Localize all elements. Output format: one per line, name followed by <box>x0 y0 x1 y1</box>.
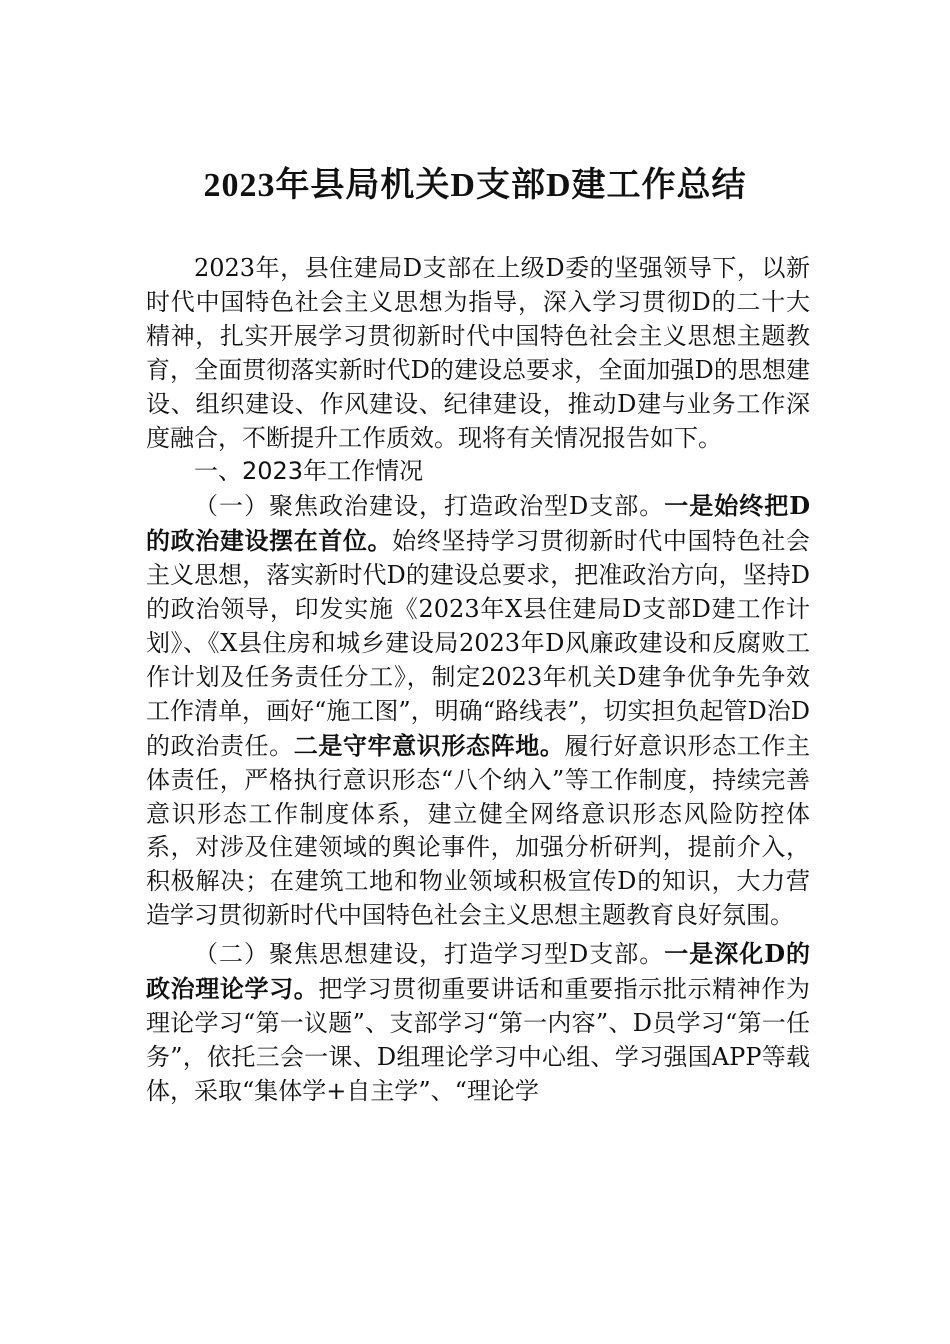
document-title: 2023年县局机关D支部D建工作总结 <box>203 167 747 204</box>
intro-paragraph: 2023年，县住建局D支部在上级D委的坚强领导下，以新时代中国特色社会主义思想为指导，深入学习贯彻D的二十大精神，扎实开展学习贯彻新时代中国特色社会主义思想主题教育，全面贯彻落实新时代D的建设总要求，全面加强D的思想建设、组织建设、作风建设、纪律建设，推动D建与业务工作深度融合，不断提升工作质效。现将有关情况报告如下。 <box>146 254 810 452</box>
bold-point-two: 二是守牢意识形态阵地。 <box>293 730 565 760</box>
bold-point-one: 一是深化D的政治理论学习。 <box>146 939 811 1004</box>
paragraph-lead: （二）聚焦思想建设，打造学习型D支部。 <box>194 940 665 969</box>
paragraph-text: 履行好意识形态工作主体责任，严格执行意识形态“八个纳入”等工作制度，持续完善意识形态工作制度体系，建立健全网络意识形态风险防控体系，对涉及住建领域的舆论事件，加强分析研判，提前介入，积极解决；在建筑工地和物业领域积极宣传D的知识，大力营造学习贯彻新时代中国特色社会主义思想主题教育良好氛围。 <box>146 731 811 930</box>
paragraph-text: 把学习贯彻重要讲话和重要指示批示精神作为理论学习“第一议题”、支部学习“第一内容”、D员学习“第一任务”，依托三会一课、D组理论学习中心组、学习强国APP等载体，采取“集体学+自主学”、“理论学 <box>146 975 811 1105</box>
paragraph-political-building <box>146 489 810 933</box>
paragraph-lead: （一）聚焦政治建设，打造政治型D支部。 <box>194 492 665 521</box>
document-body <box>146 252 810 1109</box>
bold-point-one: 一是始终把D的政治建设摆在首位。 <box>146 491 811 556</box>
paragraph-ideological-building <box>146 937 810 1109</box>
paragraph-text: 始终坚持学习贯彻新时代中国特色社会主义思想，落实新时代D的建设总要求，把准政治方向，坚持D的政治领导，印发实施《2023年X县住建局D支部D建工作计划》、《X县住房和城乡建设局2023年D风廉政建设和反腐败工作计划及任务责任分工》，制定2023年机关D建争优争先争效工作清单，画好“施工图”，明确“路线表”，切实担负起管D治D的政治责任。 <box>146 527 811 760</box>
section-heading: 一、2023年工作情况 <box>194 457 424 486</box>
